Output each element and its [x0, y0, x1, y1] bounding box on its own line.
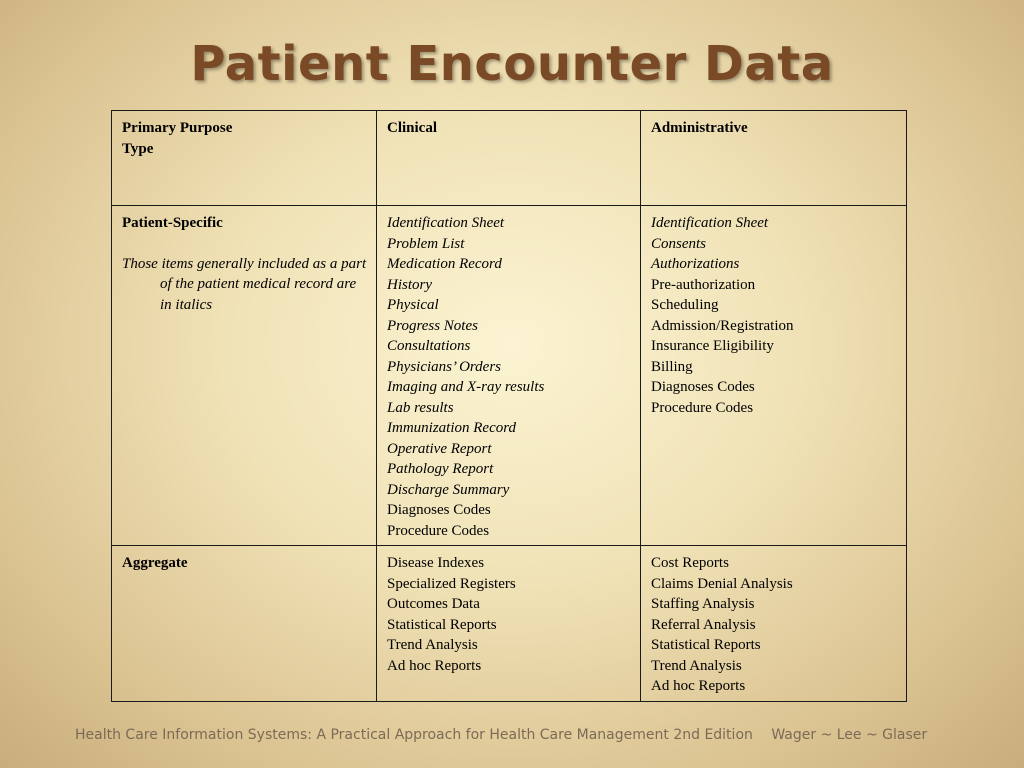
- table-row-aggregate: [112, 546, 907, 702]
- list-item: Pre-authorization: [651, 276, 756, 293]
- list-aggregate-clinical: [387, 553, 631, 676]
- list-item: Physicians’ Orders: [387, 358, 502, 375]
- list-item: Trend Analysis: [651, 657, 742, 674]
- list-item: Referral Analysis: [651, 616, 756, 633]
- list-item: Disease Indexes: [387, 555, 485, 571]
- header-type: Type: [122, 140, 154, 157]
- row-label-patient-specific: Patient-Specific: [122, 215, 223, 231]
- cell-patient-specific-administrative: [641, 206, 907, 546]
- header-administrative: Administrative: [651, 120, 748, 136]
- table-header-row: [112, 111, 907, 206]
- list-aggregate-administrative: [651, 553, 897, 697]
- list-item: Procedure Codes: [387, 522, 490, 539]
- list-item: Ad hoc Reports: [387, 657, 482, 674]
- header-primary-purpose: Primary Purpose: [122, 120, 233, 136]
- list-item: Diagnoses Codes: [387, 502, 491, 518]
- list-item: Claims Denial Analysis: [651, 575, 793, 592]
- cell-aggregate-clinical: [377, 546, 641, 702]
- cell-aggregate-administrative: [641, 546, 907, 702]
- list-item: Procedure Codes: [651, 399, 754, 416]
- row-label-aggregate: Aggregate: [122, 555, 188, 571]
- list-item: Scheduling: [651, 297, 719, 313]
- table-row-patient-specific: [112, 206, 907, 546]
- list-item: Cost Reports: [651, 555, 729, 571]
- list-item: Identification Sheet: [387, 215, 505, 231]
- list-item: Ad hoc Reports: [651, 678, 746, 694]
- list-patient-specific-clinical: [387, 213, 631, 541]
- header-cell-purpose-type: [112, 111, 377, 206]
- list-item: Problem List: [387, 235, 465, 252]
- list-item: Physical: [387, 297, 439, 313]
- list-item: Operative Report: [387, 440, 492, 457]
- list-item: Consultations: [387, 338, 471, 354]
- slide-title: Patient Encounter Data: [190, 36, 834, 92]
- header-cell-administrative: [641, 111, 907, 206]
- list-item: Statistical Reports: [651, 637, 761, 653]
- list-item: Imaging and X-ray results: [387, 379, 545, 395]
- footer: [75, 727, 975, 743]
- list-item: History: [387, 276, 432, 293]
- list-item: Lab results: [387, 399, 454, 416]
- encounter-data-table: [111, 110, 907, 702]
- row-label-cell-aggregate: [112, 546, 377, 702]
- list-item: Outcomes Data: [387, 596, 480, 612]
- italics-note: Those items generally included as a part of the patient medical record are in italics: [122, 255, 367, 313]
- list-item: Progress Notes: [387, 317, 478, 334]
- list-item: Diagnoses Codes: [651, 379, 755, 395]
- list-item: Trend Analysis: [387, 637, 478, 653]
- list-item: Staffing Analysis: [651, 596, 755, 612]
- list-item: Immunization Record: [387, 420, 517, 436]
- list-patient-specific-administrative: [651, 213, 897, 418]
- list-item: Consents: [651, 235, 707, 252]
- list-item: Specialized Registers: [387, 575, 516, 592]
- list-item: Authorizations: [651, 256, 740, 272]
- cell-patient-specific-clinical: [377, 206, 641, 546]
- list-item: Billing: [651, 358, 693, 375]
- footer-book-title: Health Care Information Systems: A Practical Approach for Health Care Management 2nd Edition: [75, 727, 753, 743]
- list-item: Pathology Report: [387, 461, 494, 477]
- list-item: Admission/Registration: [651, 317, 794, 334]
- header-clinical: Clinical: [387, 120, 438, 136]
- list-item: Identification Sheet: [651, 215, 769, 231]
- header-cell-clinical: [377, 111, 641, 206]
- list-item: Statistical Reports: [387, 616, 497, 633]
- footer-authors: Wager ~ Lee ~ Glaser: [771, 727, 928, 743]
- list-item: Insurance Eligibility: [651, 338, 774, 354]
- list-item: Discharge Summary: [387, 481, 510, 498]
- row-label-cell-patient-specific: [112, 206, 377, 546]
- list-item: Medication Record: [387, 256, 502, 272]
